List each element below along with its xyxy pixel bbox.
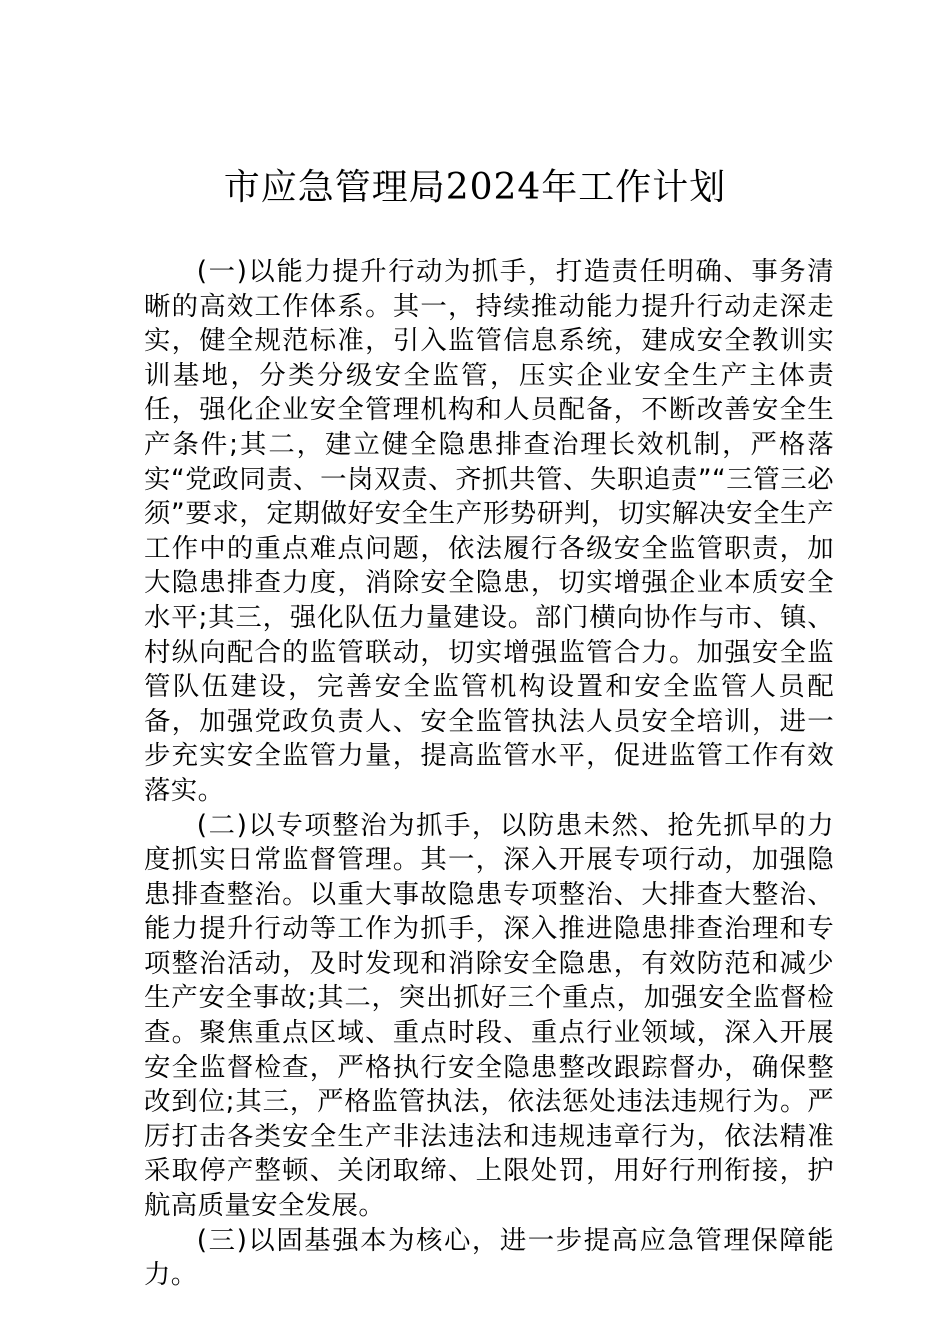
- paragraph-3: (三)以固基强本为核心，进一步提高应急管理保障能力。: [144, 1224, 834, 1291]
- document-body: [144, 255, 834, 1293]
- document-title: 市应急管理局2024年工作计划: [223, 167, 727, 208]
- paragraph-2: (二)以专项整治为抓手，以防患未然、抢先抓早的力度抓实日常监督管理。其一，深入开展专项行动，加强隐患排查整治。以重大事故隐患专项整治、大排查大整治、能力提升行动等工作为抓手，深入推进隐患排查治理和专项整治活动，及时发现和消除安全隐患，有效防范和减少生产安全事故;其二，突出抓好三个重点，加强安全监督检查。聚焦重点区域、重点时段、重点行业领域，深入开展安全监督检查，严格执行安全隐患整改跟踪督办，确保整改到位;其三，严格监管执法，依法惩处违法违规行为。严厉打击各类安全生产非法违法和违规违章行为，依法精准采取停产整顿、关闭取缔、上限处罚，用好行刑衔接，护航高质量安全发展。: [144, 809, 834, 1222]
- paragraph-1: (一)以能力提升行动为抓手，打造责任明确、事务清晰的高效工作体系。其一，持续推动能力提升行动走深走实，健全规范标准，引入监管信息系统，建成安全教训实训基地，分类分级安全监管，压实企业安全生产主体责任，强化企业安全管理机构和人员配备，不断改善安全生产条件;其二，建立健全隐患排查治理长效机制，严格落实“党政同责、一岗双责、齐抓共管、失职追责”“三管三必须”要求，定期做好安全生产形势研判，切实解决安全生产工作中的重点难点问题，依法履行各级安全监管职责，加大隐患排查力度，消除安全隐患，切实增强企业本质安全水平;其三，强化队伍力量建设。部门横向协作与市、镇、村纵向配合的监管联动，切实增强监管合力。加强安全监管队伍建设，完善安全监管机构设置和安全监管人员配备，加强党政负责人、安全监管执法人员安全培训，进一步充实安全监管力量，提高监管水平，促进监管工作有效落实。: [144, 256, 834, 806]
